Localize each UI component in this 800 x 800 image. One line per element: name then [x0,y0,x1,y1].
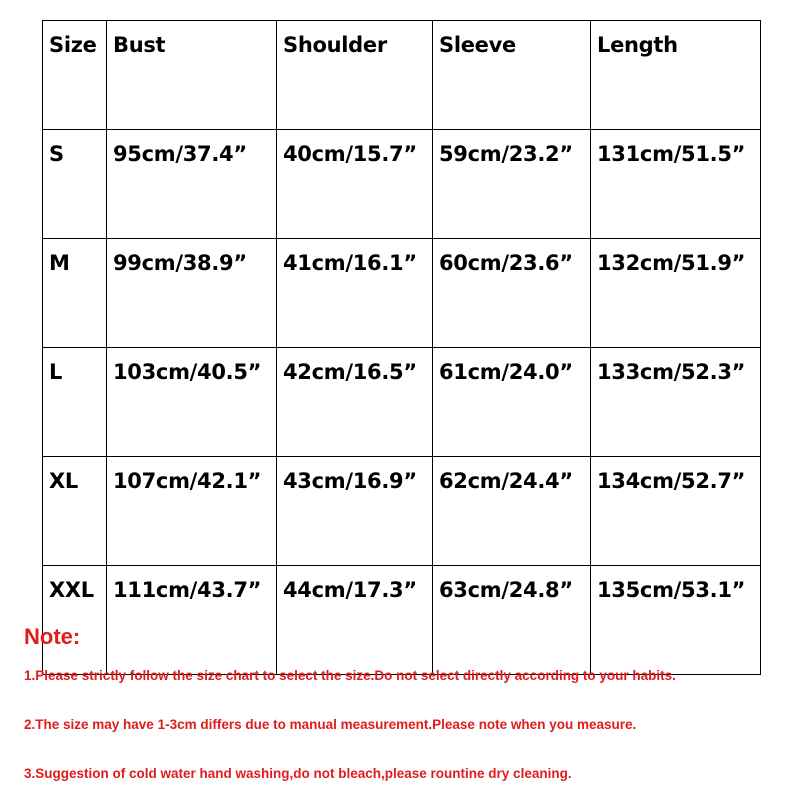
size-cell: XXL [43,566,107,675]
shoulder-cell: 44cm/17.3” [277,566,433,675]
shoulder-cell: 42cm/16.5” [277,348,433,457]
note-item-3: 3.Suggestion of cold water hand washing,do not bleach,please rountine dry cleaning. [24,766,572,781]
shoulder-cell: 40cm/15.7” [277,130,433,239]
note-title: Note: [24,624,81,649]
header-cell-length: Length [591,21,761,130]
table-row [43,348,761,457]
sleeve-cell: 61cm/24.0” [433,348,591,457]
sleeve-cell: 60cm/23.6” [433,239,591,348]
shoulder-cell: 43cm/16.9” [277,457,433,566]
sleeve-cell: 63cm/24.8” [433,566,591,675]
length-cell: 135cm/53.1” [591,566,761,675]
bust-cell: 107cm/42.1” [107,457,277,566]
sleeve-cell: 59cm/23.2” [433,130,591,239]
table-header-row [43,21,761,130]
sleeve-cell: 62cm/24.4” [433,457,591,566]
bust-cell: 99cm/38.9” [107,239,277,348]
size-cell: S [43,130,107,239]
size-cell: XL [43,457,107,566]
header-cell-size: Size [43,21,107,130]
length-cell: 133cm/52.3” [591,348,761,457]
length-cell: 131cm/51.5” [591,130,761,239]
table-row [43,457,761,566]
bust-cell: 111cm/43.7” [107,566,277,675]
table-row [43,566,761,675]
size-cell: M [43,239,107,348]
bust-cell: 103cm/40.5” [107,348,277,457]
bust-cell: 95cm/37.4” [107,130,277,239]
table-row [43,239,761,348]
shoulder-cell: 41cm/16.1” [277,239,433,348]
size-chart-table [42,20,761,675]
length-cell: 134cm/52.7” [591,457,761,566]
size-cell: L [43,348,107,457]
note-item-2: 2.The size may have 1-3cm differs due to manual measurement.Please note when you measure. [24,717,637,732]
header-cell-sleeve: Sleeve [433,21,591,130]
header-cell-shoulder: Shoulder [277,21,433,130]
note-item-1: 1.Please strictly follow the size chart to select the size.Do not select directly according to your habits. [24,668,676,683]
length-cell: 132cm/51.9” [591,239,761,348]
header-cell-bust: Bust [107,21,277,130]
table-row [43,130,761,239]
